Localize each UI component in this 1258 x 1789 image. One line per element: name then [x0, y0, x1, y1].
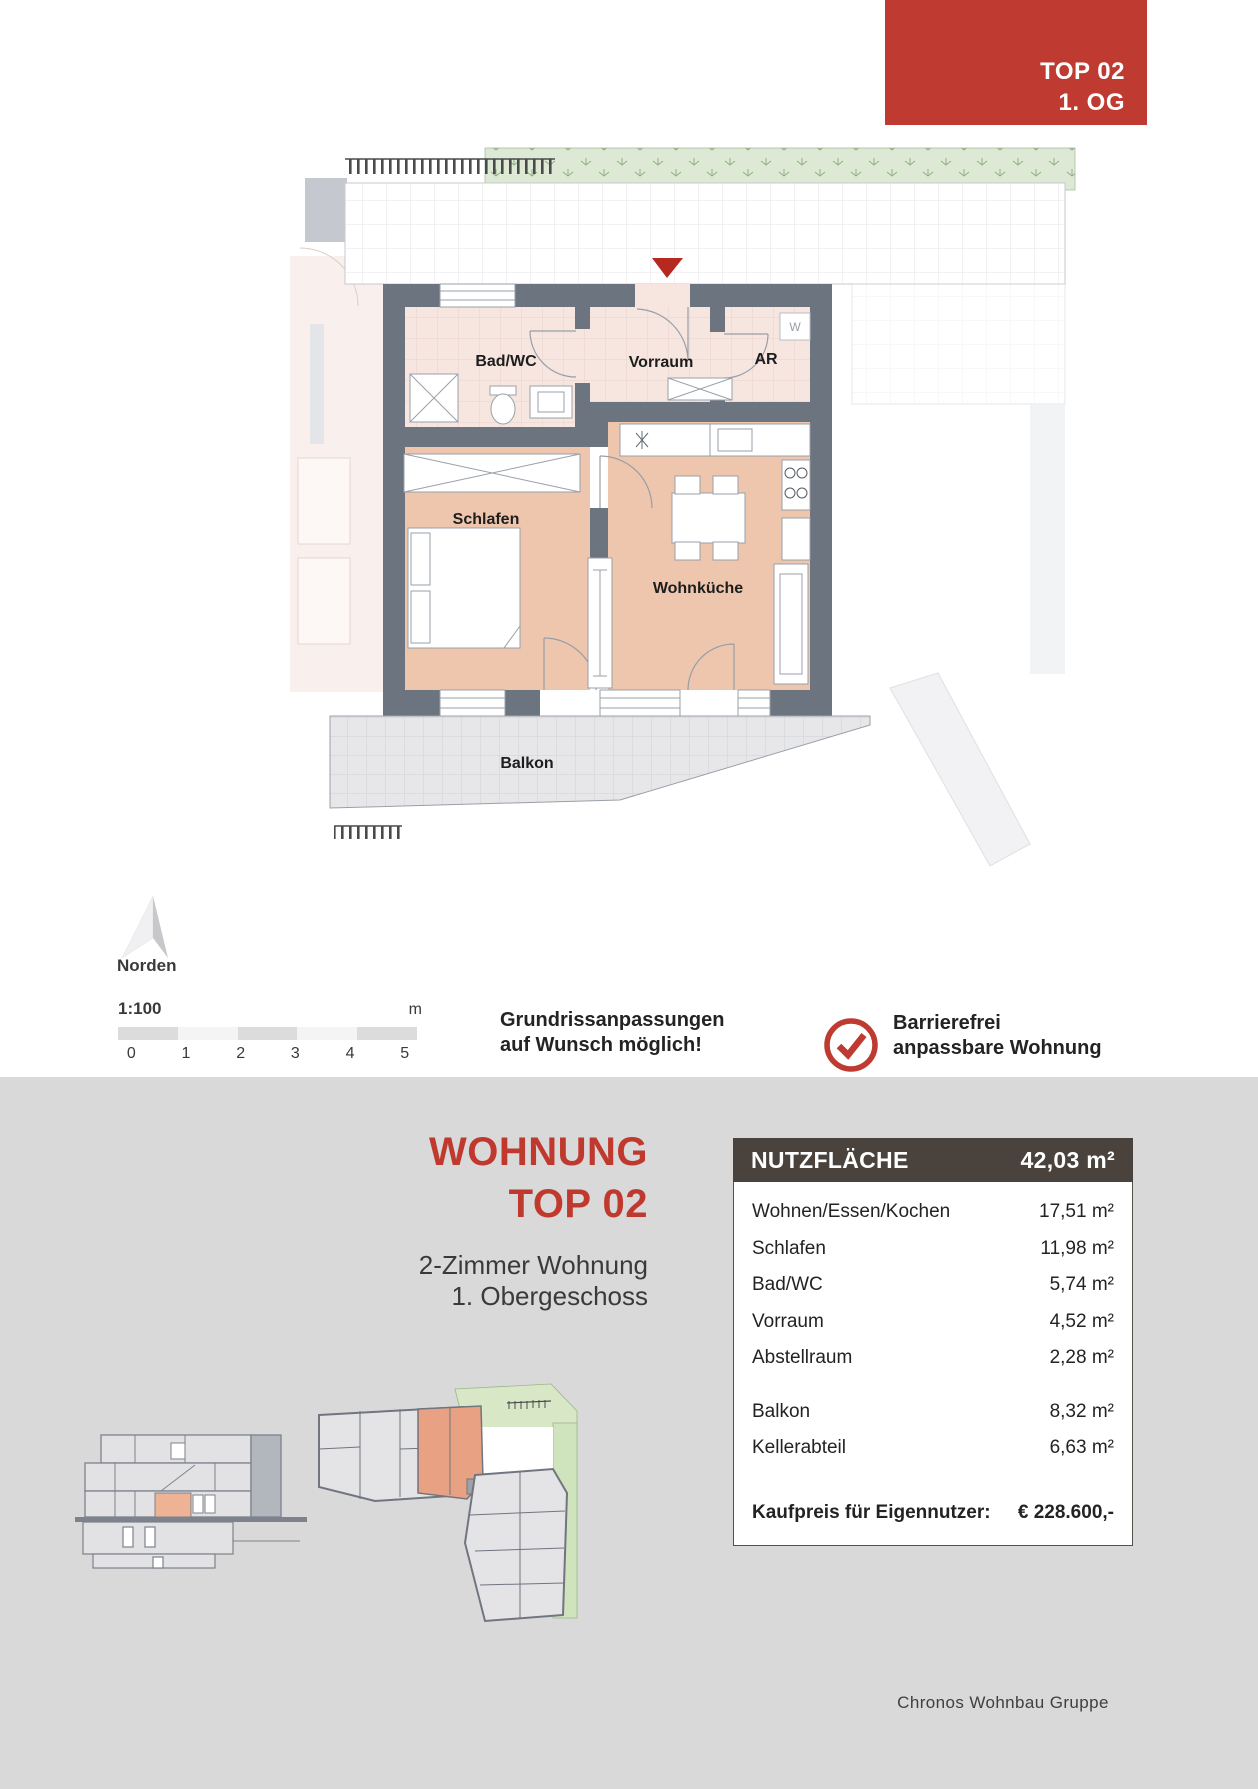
unit-badge: [885, 0, 1147, 125]
company-footer: Chronos Wohnbau Gruppe: [897, 1693, 1109, 1712]
table-row: Wohnen/Essen/Kochen 17,51 m²: [752, 1201, 1114, 1222]
scale-ratio: 1:100: [118, 999, 162, 1018]
room-label-bedroom: Schlafen: [452, 511, 520, 528]
area-table-body: [733, 1182, 1133, 1546]
room-label-storage: AR: [754, 351, 778, 368]
highlighted-unit-section: [155, 1493, 191, 1517]
area-table-header: [733, 1138, 1133, 1182]
checkmark-circle-icon: [822, 1016, 880, 1074]
scale-bar: [118, 1027, 417, 1040]
table-row: Bad/WC 5,74 m²: [752, 1274, 1114, 1295]
table-row: Abstellraum 2,28 m²: [752, 1347, 1114, 1368]
badge-floor: 1. OG: [1058, 89, 1125, 116]
washer-label: W: [789, 320, 801, 334]
area-table-total: 42,03 m²: [1020, 1146, 1115, 1173]
area-table: [733, 1138, 1133, 1546]
floor-plan: [290, 128, 1080, 868]
room-label-hall: Vorraum: [628, 354, 694, 371]
badge-top: TOP 02: [1040, 58, 1125, 85]
room-label-balcony: Balkon: [500, 755, 554, 772]
table-row: Balkon 8,32 m²: [752, 1400, 1114, 1422]
scale-ticks: 0 1 2 3 4 5: [126, 1045, 410, 1062]
table-row: Kellerabteil 6,63 m²: [752, 1437, 1114, 1458]
table-row: Vorraum 4,52 m²: [752, 1310, 1114, 1332]
unit-subtitle: 2-Zimmer Wohnung 1. Obergeschoss: [418, 1250, 648, 1311]
compass-label: Norden: [117, 956, 177, 975]
adaptation-note: Grundrissanpassungen auf Wunsch möglich!: [500, 1009, 725, 1056]
railing-top: [345, 159, 555, 174]
area-table-title: NUTZFLÄCHE: [751, 1146, 909, 1173]
site-plan-thumbnail: [315, 1383, 580, 1633]
building-section-thumbnail: [75, 1423, 320, 1573]
accessibility-note: Barrierefrei anpassbare Wohnung: [893, 1012, 1102, 1059]
scale-unit: m: [408, 1001, 422, 1018]
unit-title: WOHNUNG TOP 02: [428, 1130, 648, 1226]
table-row: Schlafen 11,98 m²: [752, 1237, 1114, 1259]
room-label-kitchen: Wohnküche: [652, 580, 744, 597]
room-label-bath: Bad/WC: [475, 353, 537, 370]
price-row: Kaufpreis für Eigennutzer: € 228.600,-: [752, 1501, 1114, 1523]
